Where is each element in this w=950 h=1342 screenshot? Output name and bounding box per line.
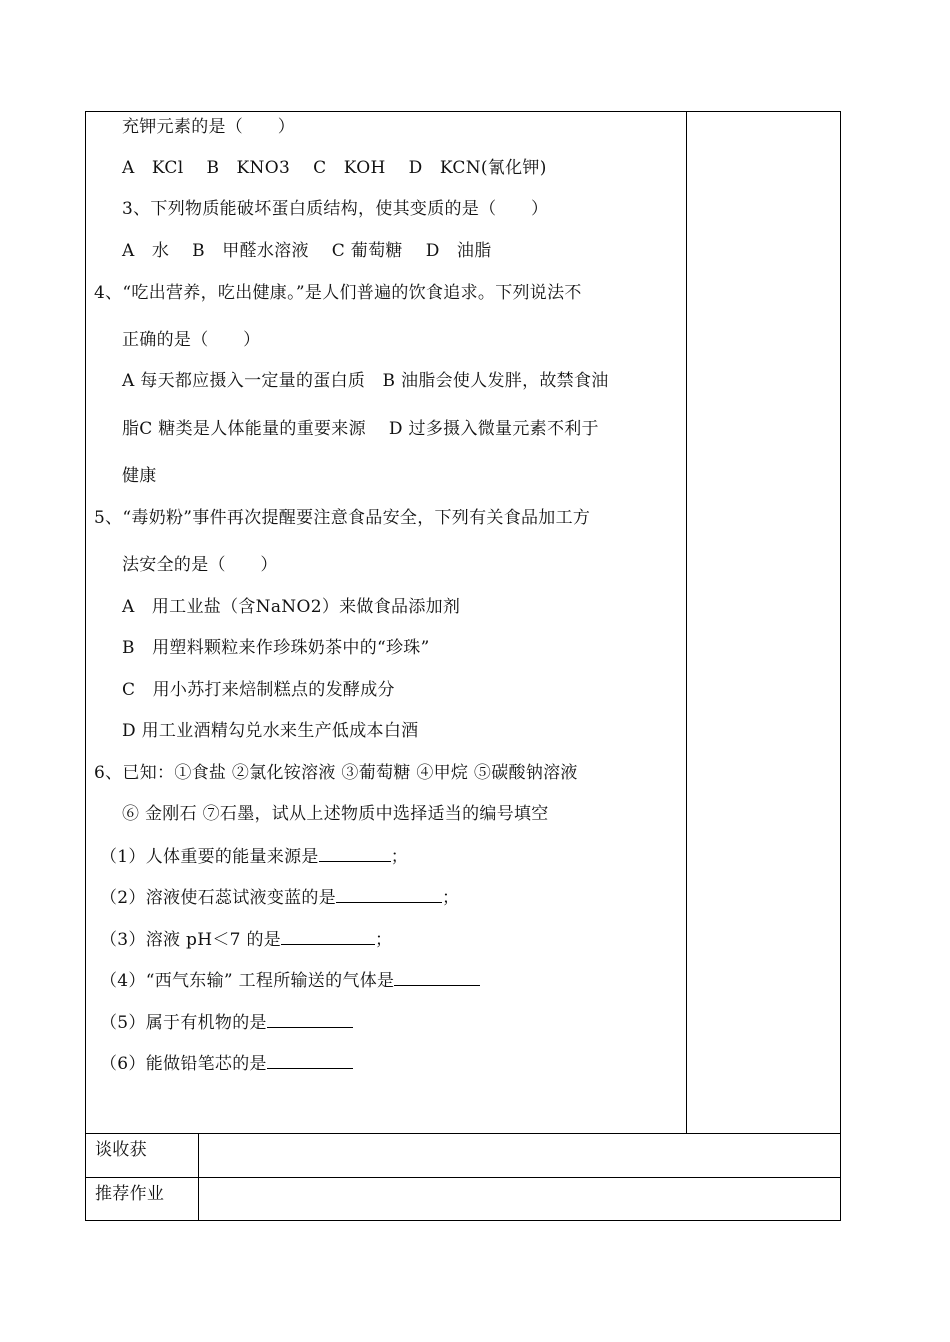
q6-stem-cont: ⑥ 金刚石 ⑦石墨，试从上述物质中选择适当的编号填空 [122, 804, 549, 824]
q4-options-1: A 每天都应摄入一定量的蛋白质 B 油脂会使人发胖，故禁食油 [122, 371, 609, 391]
fill-question-suffix: ； [375, 930, 393, 950]
fill-question-text: （5）属于有机物的是 [100, 1013, 267, 1033]
table-border-right [840, 111, 841, 1221]
label-column-divider [198, 1133, 199, 1221]
fill-question-text: （1）人体重要的能量来源是 [100, 847, 319, 867]
q4-stem-cont: 正确的是（ ） [122, 330, 261, 350]
answer-blank[interactable] [319, 845, 391, 862]
harvest-cell[interactable] [200, 1135, 838, 1176]
q6-stem: 6、已知：①食盐 ②氯化铵溶液 ③葡萄糖 ④甲烷 ⑤碳酸钠溶液 [94, 763, 578, 783]
q5-option-d: D 用工业酒精勾兑水来生产低成本白酒 [122, 721, 419, 741]
q5-stem-cont: 法安全的是（ ） [122, 555, 278, 575]
text-line: 充钾元素的是（ ） [122, 117, 295, 137]
q3-options: A 水 B 甲醛水溶液 C 葡萄糖 D 油脂 [122, 241, 492, 261]
column-divider-notes [686, 111, 687, 1133]
homework-label: 推荐作业 [95, 1184, 165, 1204]
q5-option-a: A 用工业盐（含NaNO2）来做食品添加剂 [122, 597, 461, 617]
fill-question-4 [100, 969, 480, 992]
fill-question-text: （2）溶液使石蕊试液变蓝的是 [100, 888, 337, 908]
q5-option-b: B 用塑料颗粒来作珍珠奶茶中的“珍珠” [122, 638, 430, 658]
fill-question-suffix: ； [390, 847, 409, 867]
fill-question-5 [100, 1011, 353, 1034]
q4-options-2: 脂C 糖类是人体能量的重要来源 D 过多摄入微量元素不利于 [122, 419, 599, 439]
q4-options-3: 健康 [122, 466, 157, 486]
table-border-top [85, 111, 841, 112]
answer-blank[interactable] [336, 886, 442, 903]
fill-question-text: （6）能做铅笔芯的是 [100, 1054, 267, 1074]
fill-question-text: （4）“西气东输” 工程所输送的气体是 [100, 971, 395, 991]
answer-blank[interactable] [394, 969, 480, 986]
harvest-label: 谈收获 [95, 1140, 147, 1160]
fill-question-suffix: ； [442, 888, 460, 908]
q3-stem: 3、下列物质能破坏蛋白质结构，使其变质的是（ ） [122, 199, 549, 219]
table-border-left [85, 111, 86, 1221]
fill-question-1 [100, 845, 408, 868]
q4-stem: 4、“吃出营养，吃出健康。”是人们普遍的饮食追求。下列说法不 [94, 283, 582, 303]
fill-question-2 [100, 886, 459, 909]
fill-question-6 [100, 1052, 353, 1075]
q5-option-c: C 用小苏打来焙制糕点的发酵成分 [122, 680, 395, 700]
fill-question-text: （3）溶液 pH＜7 的是 [100, 930, 282, 950]
answer-blank[interactable] [267, 1011, 353, 1028]
fill-question-3 [100, 928, 392, 951]
answer-blank[interactable] [267, 1052, 353, 1069]
answer-blank[interactable] [281, 928, 375, 945]
homework-cell[interactable] [200, 1179, 838, 1219]
q2-options: A KCl B KNO3 C KOH D KCN(氰化钾) [122, 158, 547, 178]
q5-stem: 5、“毒奶粉”事件再次提醒要注意食品安全，下列有关食品加工方 [94, 508, 591, 528]
